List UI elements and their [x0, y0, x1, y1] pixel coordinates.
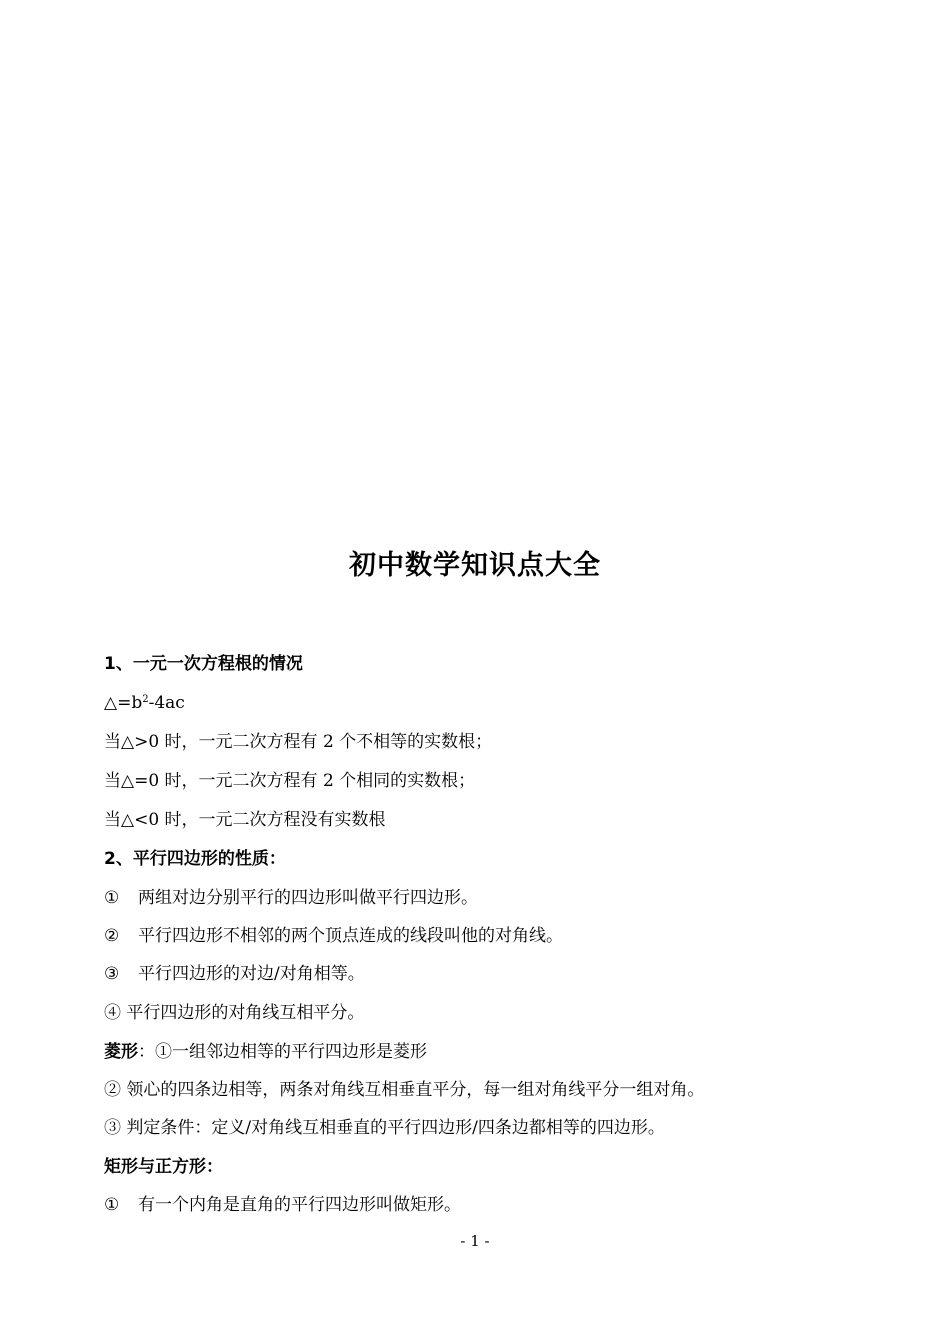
rhombus-criteria: ③ 判定条件：定义/对角线互相垂直的平行四边形/四条边都相等的四边形。	[104, 1118, 665, 1138]
root-case-zero: 当△=0 时，一元二次方程有 2 个相同的实数根；	[104, 771, 476, 791]
rhombus-definition	[104, 1040, 427, 1064]
root-case-negative: 当△<0 时，一元二次方程没有实数根	[104, 810, 386, 830]
list-text: 平行四边形不相邻的两个顶点连成的线段叫他的对角线。	[138, 926, 563, 946]
list-text: 有一个内角是直角的平行四边形叫做矩形。	[138, 1195, 461, 1215]
list-item	[104, 962, 365, 986]
list-number: ②	[104, 926, 120, 946]
page-number: - 1 -	[460, 1232, 490, 1250]
page-title: 初中数学知识点大全	[349, 550, 601, 581]
list-number: ①	[104, 888, 120, 908]
list-number: ③	[104, 964, 120, 984]
list-text: 两组对边分别平行的四边形叫做平行四边形。	[138, 888, 478, 908]
section2-heading: 2、平行四边形的性质：	[104, 849, 286, 869]
rhombus-label: 菱形	[104, 1042, 138, 1062]
list-item	[104, 1193, 461, 1217]
rhombus-text: ：①一组邻边相等的平行四边形是菱形	[138, 1042, 427, 1062]
formula-prefix: △=b	[104, 693, 143, 713]
formula-exponent: 2	[142, 694, 149, 705]
discriminant-formula	[104, 691, 185, 715]
rectangle-heading: 矩形与正方形：	[104, 1157, 223, 1177]
list-item	[104, 886, 478, 910]
section1-heading: 1、一元一次方程根的情况	[104, 654, 303, 674]
list-item	[104, 924, 563, 948]
root-case-positive: 当△>0 时，一元二次方程有 2 个不相等的实数根；	[104, 732, 493, 752]
list-number: ①	[104, 1195, 120, 1215]
list-item: ④ 平行四边形的对角线互相平分。	[104, 1003, 365, 1023]
formula-suffix: -4ac	[148, 693, 185, 713]
rhombus-property: ② 领心的四条边相等，两条对角线互相垂直平分，每一组对角线平分一组对角。	[104, 1080, 705, 1100]
list-text: 平行四边形的对边/对角相等。	[138, 964, 365, 984]
